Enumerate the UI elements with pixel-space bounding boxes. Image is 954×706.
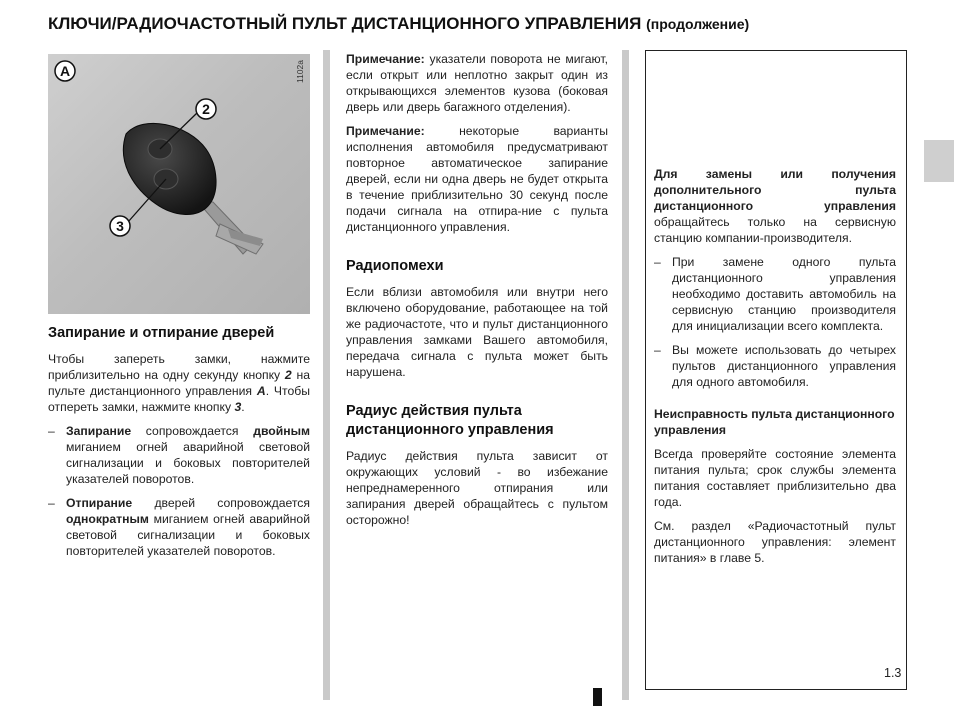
list-item: – Отпирание дверей сопровождается однократным миганием огней аварийной световой сигнализации и боковых повторителей указателей поворотов. <box>48 496 310 558</box>
key-fob-photo <box>48 54 310 314</box>
column-divider <box>323 50 330 700</box>
fault-text: Всегда проверяйте состояние элемента питания пульта; срок службы элемента питания составляет приблизительно два года. <box>654 447 896 509</box>
page-title <box>48 14 908 34</box>
range-text: Радиус действия пульта зависит от окружающих условий - во избежание непреднамеренного отпирания или запирания дверей обращайтесь с пультом осторожно! <box>346 449 608 527</box>
fob-body-icon <box>123 123 216 214</box>
column-left <box>48 54 310 567</box>
figure-code: 1102a <box>295 60 305 84</box>
section-heading-range: Радиус действия пульта дистанционного управления <box>346 403 554 438</box>
title-main: КЛЮЧИ/РАДИОЧАСТОТНЫЙ ПУЛЬТ ДИСТАНЦИОННОГО УПРАВЛЕНИЯ <box>48 14 642 33</box>
note-turn-signals: Примечание: указатели поворота не мигают, если открыт или неплотно закрыт один из открывающихся элементов кузова (боковая дверь или дверь багажного отделения). <box>346 52 608 114</box>
column-middle <box>346 51 608 536</box>
chapter-tab <box>924 140 954 182</box>
section-heading-locking: Запирание и отпирание дверей <box>48 325 275 341</box>
crop-mark <box>593 688 602 706</box>
column-divider <box>622 50 629 700</box>
callout-3: 3 <box>116 218 124 234</box>
replacement-info: Для замены или получения дополнительного пульта дистанционного управления обращайтесь только на сервисную станцию компании-производителя. <box>654 167 896 245</box>
interference-text: Если вблизи автомобиля или внутри него включено оборудование, работающее на той же радиочастоте, что и пульт дистанционного управления замками Вашего автомобиля, передача сигнала с пульта может быть нарушена. <box>346 285 608 379</box>
fault-heading: Неисправность пульта дистанционного управления <box>654 407 895 437</box>
callout-2: 2 <box>202 101 210 117</box>
key-blade-icon <box>198 202 263 254</box>
callout-a: A <box>59 63 71 79</box>
list-item: – Вы можете использовать до четырех пультов дистанционного управления для одного автомобиля. <box>654 343 896 389</box>
page-number: 1.3 <box>884 666 902 680</box>
locking-intro: Чтобы запереть замки, нажмите приблизительно на одну секунду кнопку 2 на пульте дистанционного управления A. Чтобы отпереть замки, нажмите кнопку 3. <box>48 352 310 414</box>
section-heading-interference: Радиопомехи <box>346 258 444 274</box>
note-auto-relock: Примечание: некоторые варианты исполнения автомобиля предусматривают повторное автоматическое запирание дверей, если ни одна дверь не будет открыта в течение приблизительно 30 секунд после подачи сигнала на отпира-ние с пульта дистанционного управления. <box>346 124 608 234</box>
title-continued: (продолжение) <box>646 16 750 32</box>
list-item: – При замене одного пульта дистанционного управления необходимо доставить автомобиль на сервисную станцию производителя для инициализации всего комплекта. <box>654 255 896 333</box>
column-right <box>654 166 896 574</box>
see-also-text: См. раздел «Радиочастотный пульт дистанционного управления: элемент питания» в главе 5. <box>654 519 896 565</box>
list-item: – Запирание сопровождается двойным миганием огней аварийной световой сигнализации и боковых повторителей указателей поворотов. <box>48 424 310 486</box>
key-fob-illustration <box>48 54 310 314</box>
